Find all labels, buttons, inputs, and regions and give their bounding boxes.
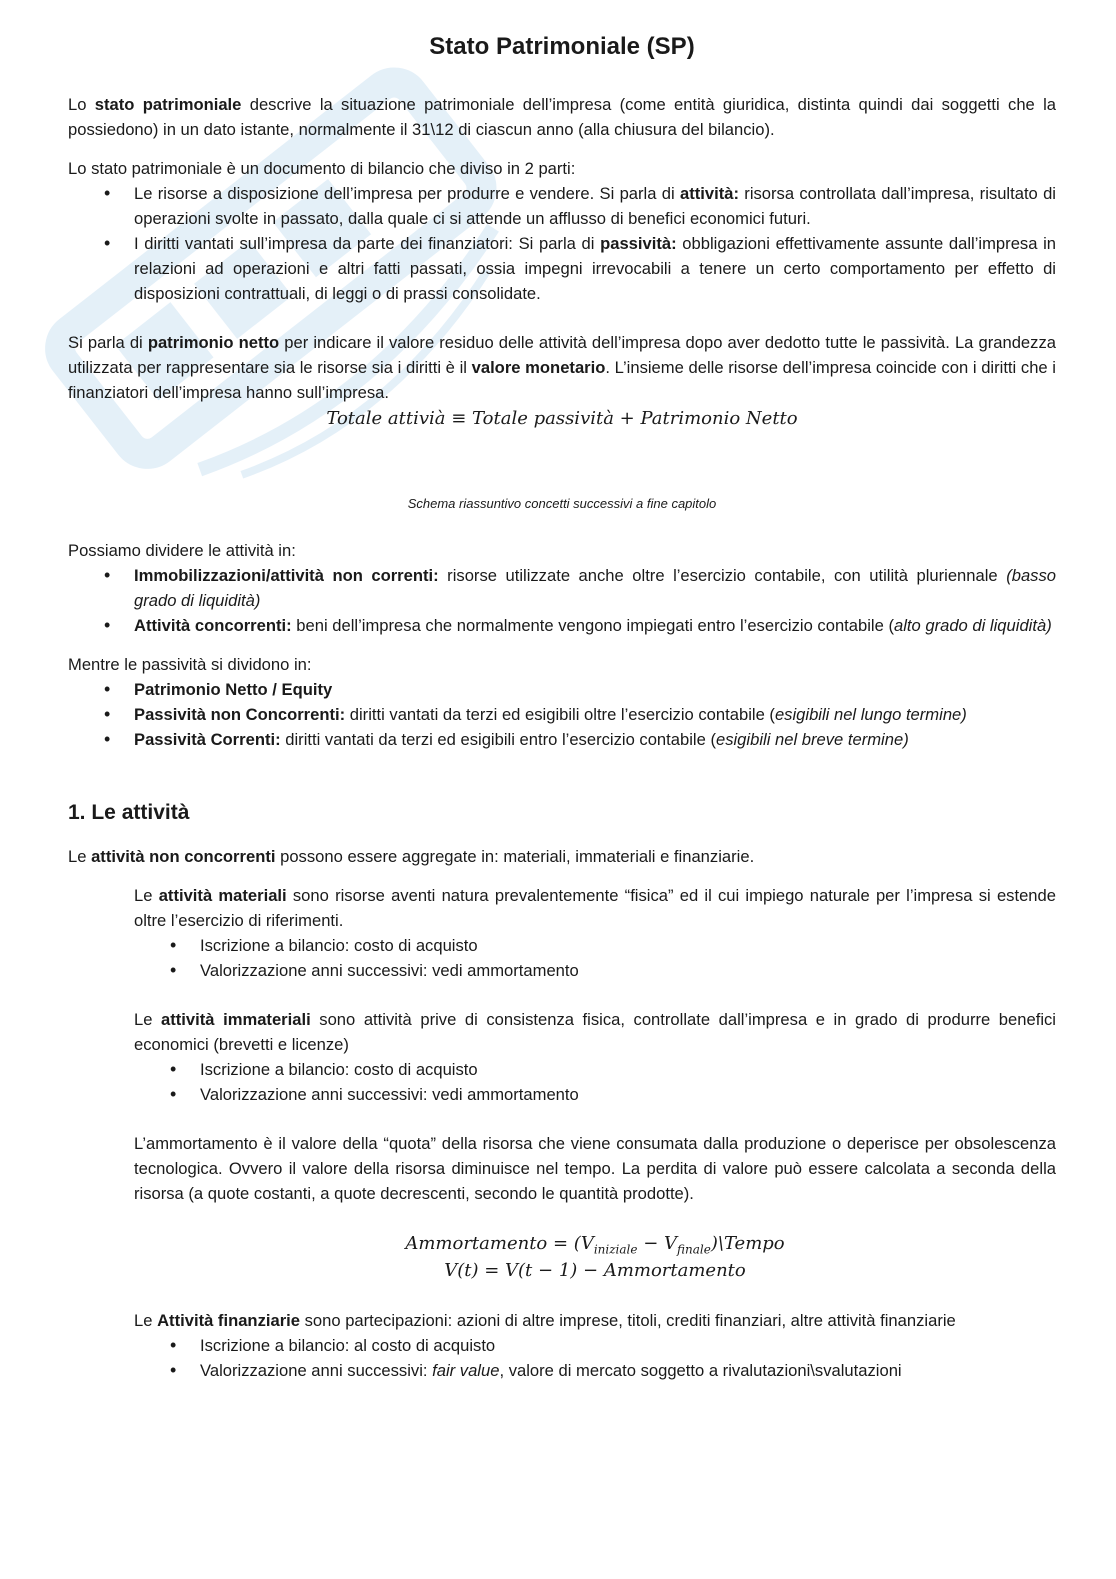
intro-paragraph: Lo stato patrimoniale descrive la situazione patrimoniale dell’impresa (come entità giuridica, distinta quindi dai soggetti che la possiedono) in un dato istante, normalmente il 31\12 di ciascun anno (alla chiusura del bilancio).: [68, 95, 1057, 139]
list-item: • Valorizzazione anni successivi: fair value, valore di mercato soggetto a rivalutazioni\svalutazioni: [200, 1358, 1056, 1383]
patrimonio-paragraph: Si parla di patrimonio netto per indicare il valore residuo delle attività dell’impresa dopo aver dedotto tutte le passività. La grandezza utilizzata per rappresentare sia le risorse sia i diritti è il valore monetario. L’insieme delle risorse dell’impresa coincide con i diritti che i finanziatori dell’impresa hanno sull’impresa.: [68, 333, 1056, 402]
value-formula: V(t) = V(t − 1) − Ammortamento: [444, 1260, 746, 1281]
section-heading: 1. Le attività: [68, 801, 190, 824]
ammortamento-formula: Ammortamento = ($V_{iniziale}$ − $V_{finale})\backslash Tempo$: [405, 1233, 785, 1257]
immateriali-paragraph: Le attività immateriali sono attività prive di consistenza fisica, controllate dall’impresa e in grado di produrre benefici economici (brevetti e licenze): [134, 1010, 1056, 1054]
list-item: • Iscrizione a bilancio: al costo di acquisto: [200, 1333, 1056, 1358]
list-item: • Patrimonio Netto / Equity: [134, 677, 1056, 702]
document-content: [68, 28, 1056, 1383]
list-item: • Le risorse a disposizione dell’impresa per produrre e vendere. Si parla di attività: risorsa controllata dall’impresa, risultato di operazioni svolte in passato, dalla quale ci si attende un afflusso di benefici economici futuri.: [134, 181, 1056, 231]
page-title: Stato Patrimoniale (SP): [429, 33, 695, 60]
materiali-paragraph: Le attività materiali sono risorse aventi natura prevalentemente “fisica” ed il cui impiego naturale per l’impresa si estende oltre l’esercizio di riferimenti.: [134, 886, 1056, 930]
list-item: • Iscrizione a bilancio: costo di acquisto: [200, 1057, 1056, 1082]
figure-caption: Schema riassuntivo concetti successivi a fine capitolo: [407, 496, 717, 511]
attivita-list: [68, 563, 1056, 638]
intro-parts-list: [68, 181, 1056, 306]
intro-parts-paragraph: Lo stato patrimoniale è un documento di bilancio che diviso in 2 parti:: [68, 159, 576, 178]
list-item: • Immobilizzazioni/attività non correnti: risorse utilizzate anche oltre l’esercizio contabile, con utilità pluriennale (basso grado di liquidità): [134, 563, 1056, 613]
list-item: • I diritti vantati sull’impresa da parte dei finanziatori: Si parla di passività: obbligazioni effettivamente assunte dall’impresa in relazioni ad operazioni e altri fatti passati, ossia impegni irrevocabili a tenere un certo comportamento per effetto di disposizioni contrattuali, di leggi o di prassi consolidate.: [134, 231, 1056, 306]
list-item: • Attività concorrenti: beni dell’impresa che normalmente vengono impiegati entro l’esercizio contabile (alto grado di liquidità): [134, 613, 1056, 638]
attivita-heading: Possiamo dividere le attività in:: [68, 541, 296, 560]
list-item: • Valorizzazione anni successivi: vedi ammortamento: [200, 958, 1056, 983]
passivita-list: [68, 677, 1056, 752]
materiali-list: [134, 933, 1056, 983]
immateriali-list: [134, 1057, 1056, 1107]
list-item: • Iscrizione a bilancio: costo di acquisto: [200, 933, 1056, 958]
finanziarie-list: [134, 1333, 1056, 1383]
list-item: • Valorizzazione anni successivi: vedi ammortamento: [200, 1082, 1056, 1107]
list-item: • Passività non Concorrenti: diritti vantati da terzi ed esigibili oltre l’esercizio contabile (esigibili nel lungo termine): [134, 702, 1056, 727]
finanziarie-paragraph: Le Attività finanziarie sono partecipazioni: azioni di altre imprese, titoli, crediti finanziari, altre attività finanziarie: [134, 1311, 956, 1330]
section-body: [68, 883, 1056, 1383]
passivita-heading: Mentre le passività si dividono in:: [68, 655, 312, 674]
balance-formula: Totale attivià ≡ Totale passività + Patrimonio Netto: [326, 408, 798, 429]
section-intro-paragraph: Le attività non concorrenti possono essere aggregate in: materiali, immateriali e finanziarie.: [68, 847, 755, 866]
list-item: • Passività Correnti: diritti vantati da terzi ed esigibili entro l’esercizio contabile (esigibili nel breve termine): [134, 727, 1056, 752]
ammortamento-paragraph: L’ammortamento è il valore della “quota” della risorsa che viene consumata dalla produzione o deperisce per obsolescenza tecnologica. Ovvero il valore della risorsa diminuisce nel tempo. La perdita di valore può essere calcolata a seconda della risorsa (a quote costanti, a quote decrescenti, secondo le quantità prodotte).: [134, 1134, 1056, 1203]
